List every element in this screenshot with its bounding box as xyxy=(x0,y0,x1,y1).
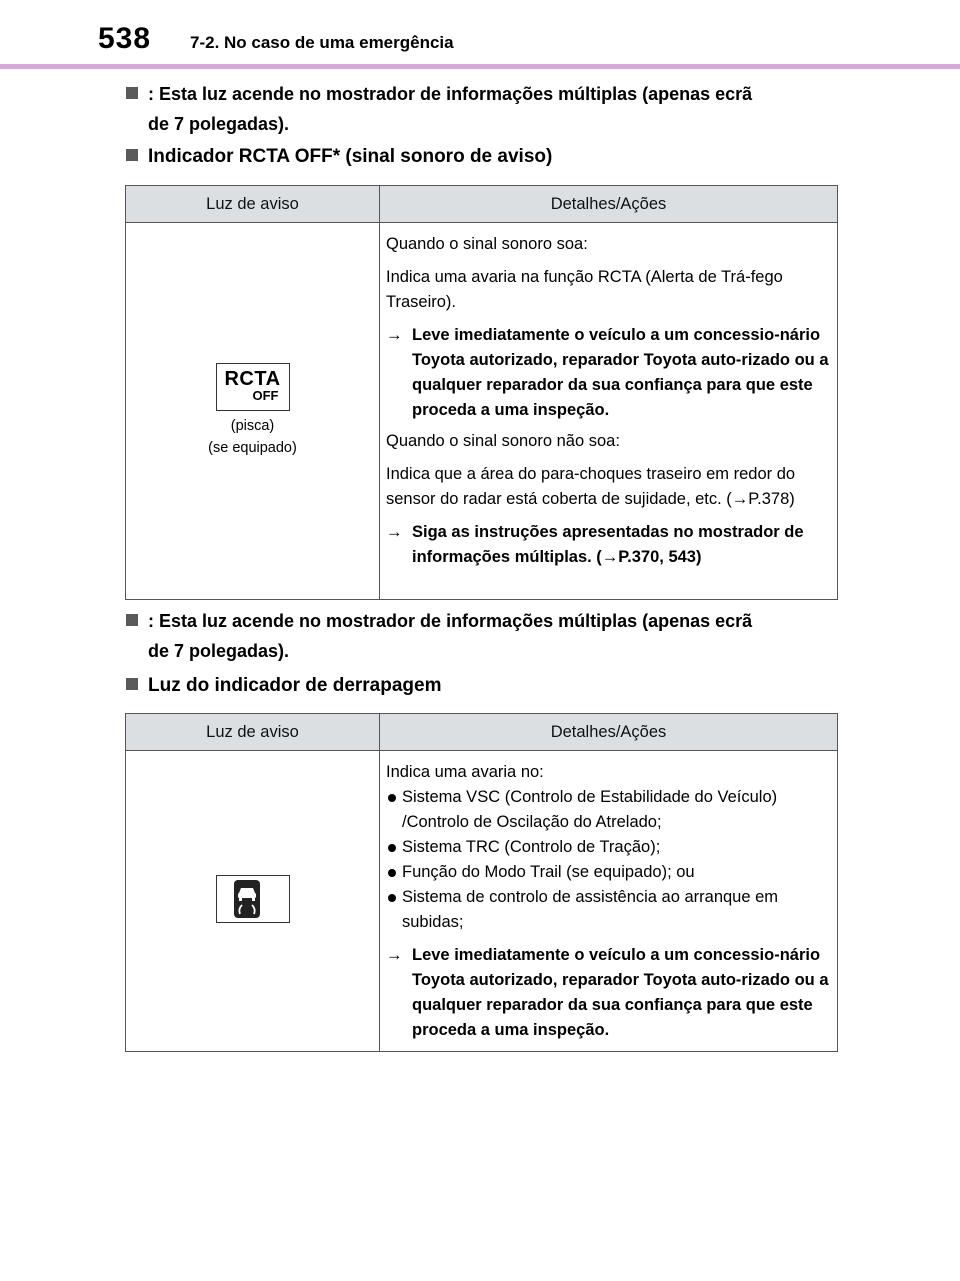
list-item xyxy=(386,835,831,860)
heading-rcta-off xyxy=(126,146,552,168)
note-line: : Esta luz acende no mostrador de informações múltiplas (apenas ecrã xyxy=(148,84,753,104)
list-item-text: Sistema TRC (Controlo de Tração); xyxy=(402,838,661,856)
note-multi-info-2 xyxy=(126,606,838,666)
rcta-icon-text: RCTA xyxy=(224,368,281,390)
rcta-off-icon xyxy=(216,363,290,411)
caption-if-equipped: (se equipado) xyxy=(208,440,297,456)
bullet-dot-icon xyxy=(388,894,396,902)
square-bullet-icon xyxy=(126,149,138,161)
warning-light-cell xyxy=(126,751,380,1052)
list-item xyxy=(386,785,831,835)
action-text: Siga as instruções apresentadas no mostrador de informações múltiplas. (→P.370, 543) xyxy=(412,523,804,566)
page-number: 538 xyxy=(98,22,152,55)
detail-paragraph: Indica uma avaria no: xyxy=(386,763,544,781)
note-multi-info-1 xyxy=(126,79,838,139)
heading-slip-indicator xyxy=(126,675,442,697)
column-header-light: Luz de aviso xyxy=(126,714,380,751)
action-item xyxy=(386,943,831,1043)
bullet-dot-icon xyxy=(388,869,396,877)
action-text: Leve imediatamente o veículo a um concessio-nário Toyota autorizado, reparador Toyota auto-rizado ou a qualquer reparador da sua confiança para que este proceda a uma inspeção. xyxy=(412,946,829,1039)
arrow-icon: → xyxy=(386,326,403,344)
detail-paragraph: Indica que a área do para-choques traseiro em redor do sensor do radar está coberta de sujidade, etc. (→P.378) xyxy=(386,465,796,508)
column-header-details: Detalhes/Ações xyxy=(380,186,838,223)
square-bullet-icon xyxy=(126,678,138,690)
list-item-text: Sistema de controlo de assistência ao arranque em subidas; xyxy=(402,888,779,931)
warning-light-cell xyxy=(126,223,380,600)
note-line: : Esta luz acende no mostrador de informações múltiplas (apenas ecrã xyxy=(148,611,753,631)
slip-warning-table xyxy=(125,713,838,1052)
note-line: de 7 polegadas). xyxy=(148,641,290,661)
caption-flash: (pisca) xyxy=(230,418,275,434)
list-item-text: Sistema VSC (Controlo de Estabilidade do Veículo) /Controlo de Oscilação do Atrelado; xyxy=(402,788,778,831)
bullet-dot-icon xyxy=(388,794,396,802)
off-icon-text: OFF xyxy=(252,388,279,403)
list-item xyxy=(386,860,831,885)
square-bullet-icon xyxy=(126,614,138,626)
list-item-text: Função do Modo Trail (se equipado); ou xyxy=(402,863,695,881)
detail-paragraph: Indica uma avaria na função RCTA (Alerta de Trá-fego Traseiro). xyxy=(386,268,783,311)
details-cell xyxy=(380,751,838,1052)
column-header-details: Detalhes/Ações xyxy=(380,714,838,751)
column-header-light: Luz de aviso xyxy=(126,186,380,223)
action-item xyxy=(386,520,831,570)
header-rule xyxy=(0,64,960,69)
heading-text: Luz do indicador de derrapagem xyxy=(148,675,442,696)
detail-paragraph: Quando o sinal sonoro soa: xyxy=(386,235,588,253)
action-text: Leve imediatamente o veículo a um concessio-nário Toyota autorizado, reparador Toyota auto-rizado ou a qualquer reparador da sua confiança para que este proceda a uma inspeção. xyxy=(412,326,829,419)
square-bullet-icon xyxy=(126,87,138,99)
action-item xyxy=(386,323,831,423)
arrow-icon: → xyxy=(386,946,403,964)
heading-text: Indicador RCTA OFF* (sinal sonoro de aviso) xyxy=(148,146,553,167)
details-cell xyxy=(380,223,838,600)
note-line: de 7 polegadas). xyxy=(148,114,290,134)
arrow-icon: → xyxy=(386,523,403,541)
detail-paragraph: Quando o sinal sonoro não soa: xyxy=(386,432,620,450)
slip-indicator-icon xyxy=(216,875,290,923)
list-item xyxy=(386,885,831,935)
bullet-dot-icon xyxy=(388,844,396,852)
section-title: 7-2. No caso de uma emergência xyxy=(190,33,454,52)
rcta-warning-table xyxy=(125,185,838,600)
